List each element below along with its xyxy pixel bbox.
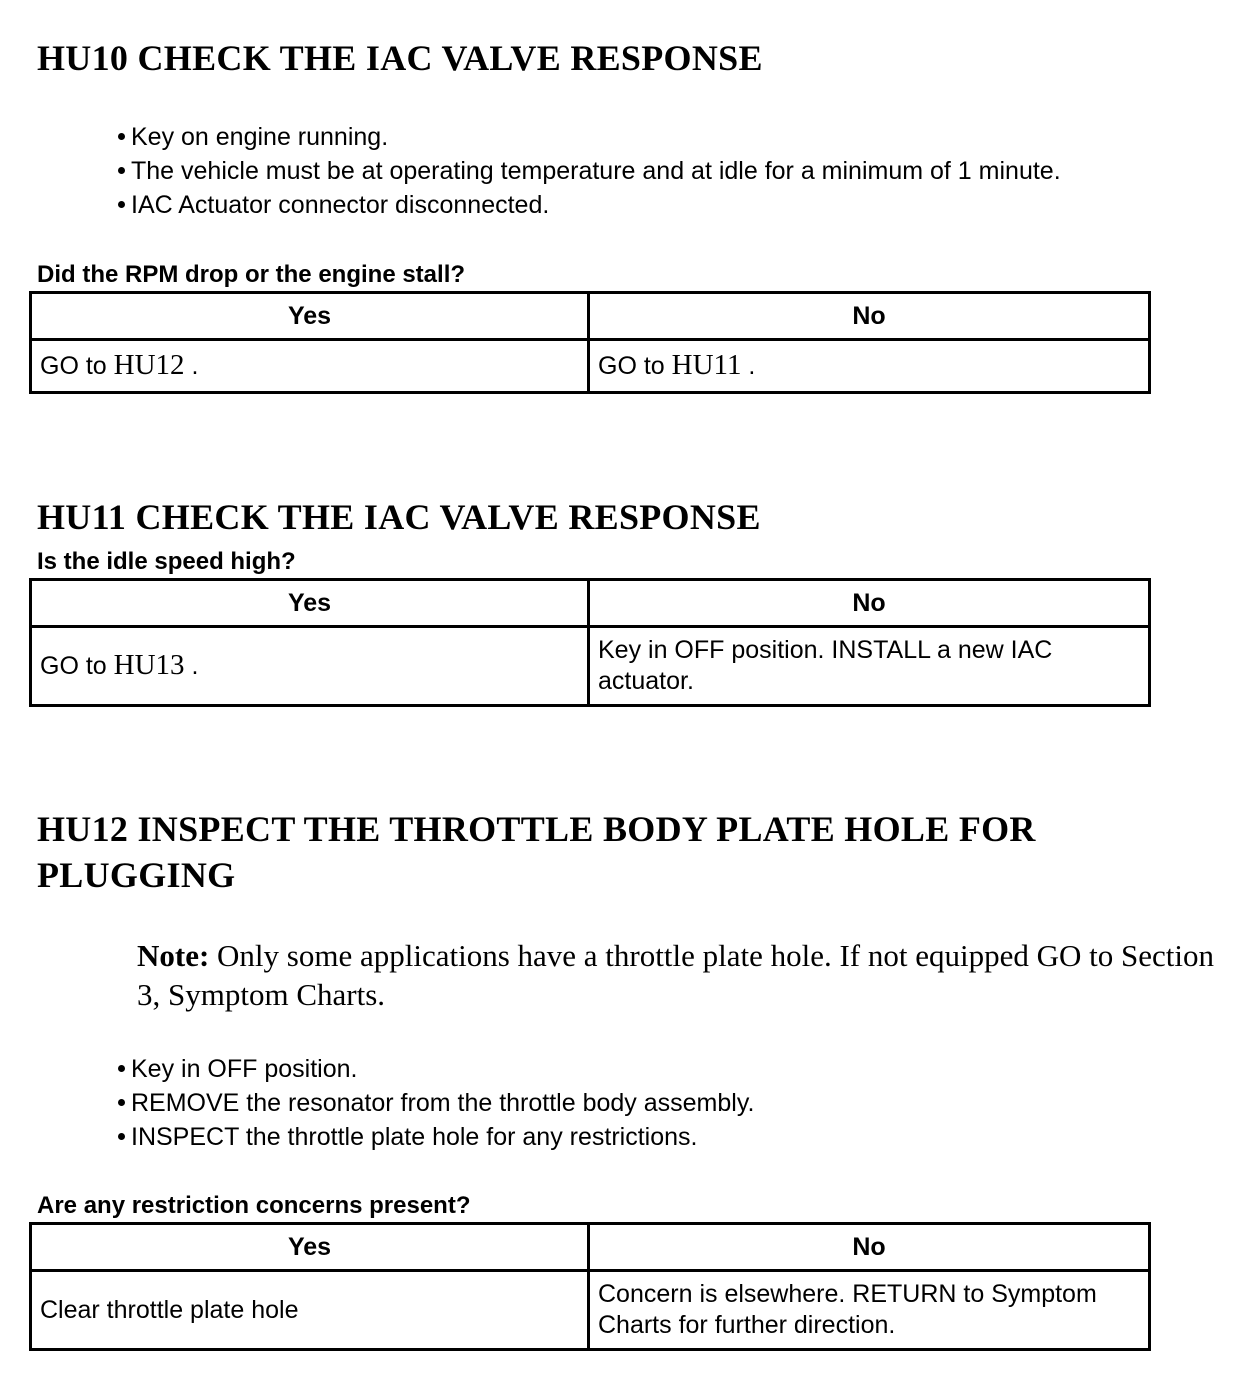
list-item: REMOVE the resonator from the throttle body assembly. (118, 1086, 754, 1120)
list-item: Key on engine running. (118, 120, 1061, 154)
note-label: Note: (137, 938, 210, 973)
bullet-icon (118, 133, 125, 140)
bullet-icon (118, 1099, 125, 1106)
yes-cell[interactable]: GO to HU13 . (31, 627, 589, 706)
bullet-icon (118, 1065, 125, 1072)
hu12-bullet-list (118, 1052, 754, 1154)
hu10-question: Did the RPM drop or the engine stall? (37, 261, 466, 288)
note-text: Only some applications have a throttle plate hole. If not equipped GO to Section 3, Symptom Charts. (137, 938, 1214, 1012)
no-cell[interactable]: Key in OFF position. INSTALL a new IAC actuator. (589, 627, 1150, 706)
step-link[interactable]: HU12 (113, 349, 185, 381)
hu11-decision-table (29, 578, 1151, 707)
hu12-note (137, 936, 1217, 1014)
list-item: IAC Actuator connector disconnected. (118, 188, 1061, 222)
hu10-title: HU10 CHECK THE IAC VALVE RESPONSE (37, 38, 763, 78)
no-cell[interactable]: GO to HU11 . (589, 340, 1150, 393)
hu10-bullet-list (118, 120, 1061, 222)
bullet-icon (118, 167, 125, 174)
hu12-title: HU12 INSPECT THE THROTTLE BODY PLATE HOLE FOR PLUGGING (37, 809, 1036, 895)
no-header: No (589, 1224, 1150, 1271)
no-header: No (589, 580, 1150, 627)
yes-header: Yes (31, 580, 589, 627)
step-link[interactable]: HU11 (671, 349, 742, 381)
list-item: Key in OFF position. (118, 1052, 754, 1086)
yes-cell[interactable]: Clear throttle plate hole (31, 1271, 589, 1350)
hu12-question: Are any restriction concerns present? (37, 1192, 471, 1219)
bullet-icon (118, 1133, 125, 1140)
no-header: No (589, 293, 1150, 340)
list-item: The vehicle must be at operating temperature and at idle for a minimum of 1 minute. (118, 154, 1061, 188)
yes-cell[interactable]: GO to HU12 . (31, 340, 589, 393)
list-item: INSPECT the throttle plate hole for any restrictions. (118, 1120, 754, 1154)
yes-header: Yes (31, 1224, 589, 1271)
hu11-title: HU11 CHECK THE IAC VALVE RESPONSE (37, 497, 761, 537)
bullet-icon (118, 201, 125, 208)
step-link[interactable]: HU13 (113, 649, 185, 681)
hu11-question: Is the idle speed high? (37, 548, 296, 575)
hu12-decision-table (29, 1222, 1151, 1351)
yes-header: Yes (31, 293, 589, 340)
hu10-decision-table (29, 291, 1151, 394)
no-cell[interactable]: Concern is elsewhere. RETURN to Symptom Charts for further direction. (589, 1271, 1150, 1350)
